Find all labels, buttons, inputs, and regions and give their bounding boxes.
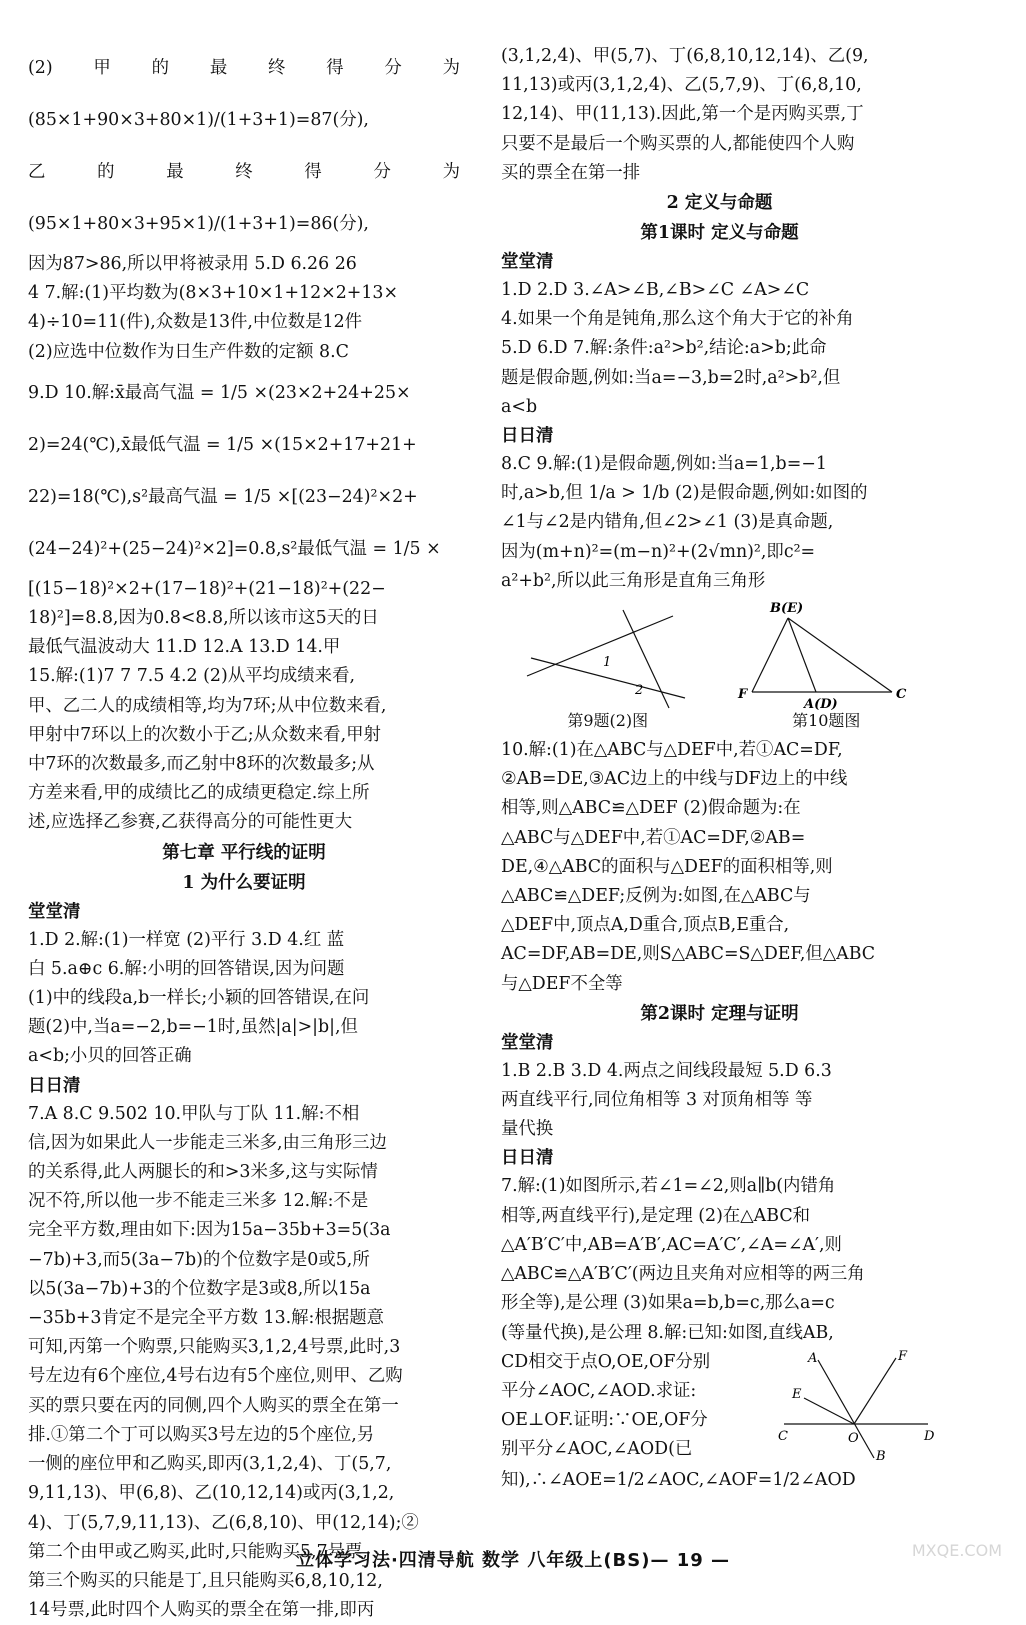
answer-line: 4.如果一个角是钝角,那么这个角大于它的补角 [501,309,854,330]
fig10-side [788,618,892,692]
fig10-side [788,618,816,692]
tangtangqing-heading: 堂堂清 [501,252,554,273]
answer-line: 因为(m+n)²=(m−n)²+(2√mn)²,即c²= [501,541,816,562]
answer-line: △ABC与△DEF中,若①AC=DF,②AB= [501,827,806,848]
answer-line: (3,1,2,4)、甲(5,7)、丁(6,8,10,12,14)、乙(9, [501,46,869,66]
answer-line: a²+b²,所以此三角形是直角三角形 [501,570,766,591]
figures-row [501,598,938,732]
answer-line: DE,④△ABC的面积与△DEF的面积相等,则 [501,856,833,877]
answer-line: 14号票,此时四个人购买的票全在第一排,即丙 [28,1600,375,1621]
answer-line: 只要不是最后一个购买票的人,都能使四个人购 [501,133,855,154]
answer-line: −35b+3肯定不是完全平方数 13.解:根据题意 [28,1308,384,1329]
answer-line: 22)=18(℃),s²最高气温 = 1/5 ×[(23−24)²×2+ [28,486,418,507]
figure-8 [778,1350,938,1466]
answer-line: 况不符,所以他一步不能走三米多 12.解:不是 [28,1191,369,1212]
answer-line: 10.解:(1)在△ABC与△DEF中,若①AC=DF, [501,740,843,761]
answer-line: 别平分∠AOC,∠AOD(已 [501,1439,693,1460]
fig8-ray-of [854,1358,896,1424]
answer-line: 12,14)、甲(11,13).因此,第一个是丙购买票,丁 [501,104,864,125]
fig10-label-c: C [896,687,907,703]
answer-line: 完全平方数,理由如下:因为15a−35b+3=5(3a [28,1220,391,1241]
answer-line: 9.D 10.解:x̄最高气温 = 1/5 ×(23×2+24+25× [28,382,411,403]
answer-line: 9,11,13)、甲(6,8)、乙(10,12,14)或丙(3,1,2, [28,1483,395,1504]
answer-line: 时,a>b,但 1/a > 1/b (2)是假命题,例如:如图的 [501,483,868,504]
answer-line: 相等,则△ABC≌△DEF (2)假命题为:在 [501,798,801,819]
answer-line: 1.B 2.B 3.D 4.两点之间线段最短 5.D 6.3 [501,1060,832,1081]
answer-line: 1.D 2.解:(1)一样宽 (2)平行 3.D 4.红 蓝 [28,929,345,950]
right-column [501,42,938,1495]
answer-line: △ABC≌△A′B′C′(两边且夹角对应相等的两三角 [501,1264,865,1285]
answer-line: 4)、丁(5,7,9,11,13)、乙(6,8,10)、甲(12,14);② [28,1512,419,1533]
ririqing-heading: 日日清 [501,1148,554,1169]
page-footer: 立体学习法·四清导航 数学 八年级上(BS)— 19 — [295,1550,731,1571]
answer-line: 5.D 6.D 7.解:条件:a²>b²,结论:a>b;此命 [501,338,827,359]
answer-line: 买的票全在第一排 [501,162,641,183]
chapter-title: 第七章 平行线的证明 [162,842,326,863]
fig8-label-d: D [924,1428,935,1444]
answer-line: 平分∠AOC,∠AOD.求证: [501,1380,697,1401]
answer-line: △ABC≌△DEF;反例为:如图,在△ABC与 [501,886,811,907]
answer-line: 甲射中7环以上的次数小于乙;从众数来看,甲射 [28,724,381,745]
fig8-label-a: A [808,1350,818,1366]
answer-line: 白 5.a⊕c 6.解:小明的回答错误,因为问题 [28,958,345,979]
lesson-title: 第1课时 定义与命题 [640,223,799,244]
answer-line: (1)中的线段a,b一样长;小颖的回答错误,在问 [28,988,370,1009]
answer-line: AC=DF,AB=DE,则S△ABC=S△DEF,但△ABC [501,944,876,965]
fig8-label-b: B [876,1448,886,1462]
answer-line: 8.C 9.解:(1)是假命题,例如:当a=1,b=−1 [501,454,827,475]
fig10-side [752,618,788,692]
answer-line: 与△DEF不全等 [501,973,623,994]
answer-line: (24−24)²+(25−24)²×2]=0.8,s²最低气温 = 1/5 × [28,538,441,559]
answer-line: 排.①第二个丁可以购买3号左边的5个座位,另 [28,1424,375,1445]
answer-line: 2)=24(℃),x̄最低气温 = 1/5 ×(15×2+17+21+ [28,434,417,455]
answer-line: OE⊥OF.证明:∵OE,OF分 [501,1410,708,1431]
answer-line: 的关系得,此人两腿长的和>3米多,这与实际情 [28,1162,378,1183]
answer-line: 以5(3a−7b)+3的个位数字是3或8,所以15a [28,1278,371,1299]
answer-line: 形全等),是公理 (3)如果a=b,b=c,那么a=c [501,1293,835,1314]
lesson-title: 第2课时 定理与证明 [640,1003,799,1024]
answer-line: 题(2)中,当a=−2,b=−1时,虽然|a|>|b|,但 [28,1017,358,1038]
answer-line: ∠1与∠2是内错角,但∠2>∠1 (3)是真命题, [501,512,834,533]
answer-line: 量代换 [501,1119,554,1140]
figure-9 [523,606,693,732]
answer-line: 甲、乙二人的成绩相等,均为7环;从中位数来看, [28,695,387,716]
answer-line: 可知,丙第一个购票,只能购买3,1,2,4号票,此时,3 [28,1337,401,1358]
answer-line: 买的票只要在丙的同侧,四个人购买的票全在第一 [28,1395,399,1416]
answer-line: 两直线平行,同位角相等 3 对顶角相等 等 [501,1090,813,1111]
answer-line: (2)应选中位数作为日生产件数的定额 8.C [28,341,349,362]
answer-line: 7.A 8.C 9.502 10.甲队与丁队 11.解:不相 [28,1103,360,1124]
answer-line: 11,13)或丙(3,1,2,4)、乙(5,7,9)、丁(6,8,10, [501,75,862,96]
fig8-label-e: E [792,1386,802,1402]
fig10-label-f: F [738,687,748,703]
answer-line: (2)甲的最终得分为(85×1+90×3+80×1)/(1+3+1)=87(分), [28,58,460,130]
answer-line: 方差来看,甲的成绩比乙的成绩更稳定.综上所 [28,783,370,804]
answer-line: 第三个购买的只能是丁,且只能购买6,8,10,12, [28,1570,383,1591]
answer-line: 4)÷10=11(件),众数是13件,中位数是12件 [28,312,363,333]
answer-line: −7b)+3,而5(3a−7b)的个位数字是0或5,所 [28,1249,370,1270]
figure-9-diagram [523,606,693,710]
figure-caption: 第9题(2)图 [567,711,649,731]
tangtangqing-heading: 堂堂清 [501,1032,554,1053]
fig8-label-c: C [778,1428,788,1444]
answer-line: △A′B′C′中,AB=A′B′,AC=A′C′,∠A=∠A′,则 [501,1234,842,1255]
answer-line: 题是假命题,例如:当a=−3,b=2时,a²>b²,但 [501,367,841,388]
fig9-label-1: 1 [602,655,612,671]
answer-line: 4 7.解:(1)平均数为(8×3+10×1+12×2+13× [28,283,399,304]
fig9-line [623,610,669,708]
fig9-line [527,616,673,676]
fig8-label-f: F [898,1349,908,1364]
answer-line: 述,应选择乙参赛,乙获得高分的可能性更大 [28,812,353,833]
answer-line: 因为87>86,所以甲将被录用 5.D 6.26 26 [28,254,357,274]
fig10-label-be: B(E) [770,601,804,617]
answer-line: 乙的最终得分为(95×1+80×3+95×1)/(1+3+1)=86(分), [28,162,460,234]
section-title: 2 定义与命题 [666,193,773,214]
fig10-label-ad: A(D) [804,697,838,711]
answer-line: 18)²]=8.8,因为0.8<8.8,所以该市这5天的日 [28,608,379,629]
figure-10 [736,598,916,732]
answer-line: 知),∴∠AOE=1/2∠AOC,∠AOF=1/2∠AOD [501,1469,856,1490]
answer-line: △DEF中,顶点A,D重合,顶点B,E重合, [501,915,790,936]
answer-line: 1.D 2.D 3.∠A>∠B,∠B>∠C ∠A>∠C [501,280,810,301]
answer-line: ②AB=DE,③AC边上的中线与DF边上的中线 [501,769,848,790]
answer-line: CD相交于点O,OE,OF分别 [501,1351,711,1372]
answer-line: 一侧的座位甲和乙购买,即丙(3,1,2,4)、丁(5,7, [28,1454,392,1475]
tangtangqing-heading: 堂堂清 [28,901,81,922]
answer-line: 相等,两直线平行),是定理 (2)在△ABC和 [501,1205,811,1226]
fig8-label-o: O [848,1430,859,1446]
answer-line: a<b [501,396,538,417]
ririqing-heading: 日日清 [28,1075,81,1096]
answer-line: 最低气温波动大 11.D 12.A 13.D 14.甲 [28,637,341,658]
ririqing-heading: 日日清 [501,426,554,447]
left-column [28,42,460,1625]
answer-line: 信,因为如果此人一步能走三米多,由三角形三边 [28,1132,387,1153]
answer-line: 第二个由甲或乙购买,此时,只能购买5,7号票, [28,1541,368,1562]
watermark: MXQE.COM [911,1541,1002,1560]
section-title: 1 为什么要证明 [182,872,306,893]
answer-line: (等量代换),是公理 8.解:已知:如图,直线AB, [501,1322,834,1343]
figure-caption: 第10题图 [792,711,861,731]
answer-line: [(15−18)²×2+(17−18)²+(21−18)²+(22− [28,578,386,599]
fig9-label-2: 2 [634,683,644,699]
answer-line: 中7环的次数最多,而乙射中8环的次数最多;从 [28,754,375,775]
answer-line: 7.解:(1)如图所示,若∠1=∠2,则a∥b(内错角 [501,1176,836,1197]
figure-10-diagram [736,598,916,710]
answer-line: a<b;小贝的回答正确 [28,1046,192,1067]
answer-line: 号左边有6个座位,4号右边有5个座位,则甲、乙购 [28,1366,403,1387]
answer-line: 15.解:(1)7 7 7.5 4.2 (2)从平均成绩来看, [28,666,355,687]
figure-8-diagram [778,1350,938,1462]
